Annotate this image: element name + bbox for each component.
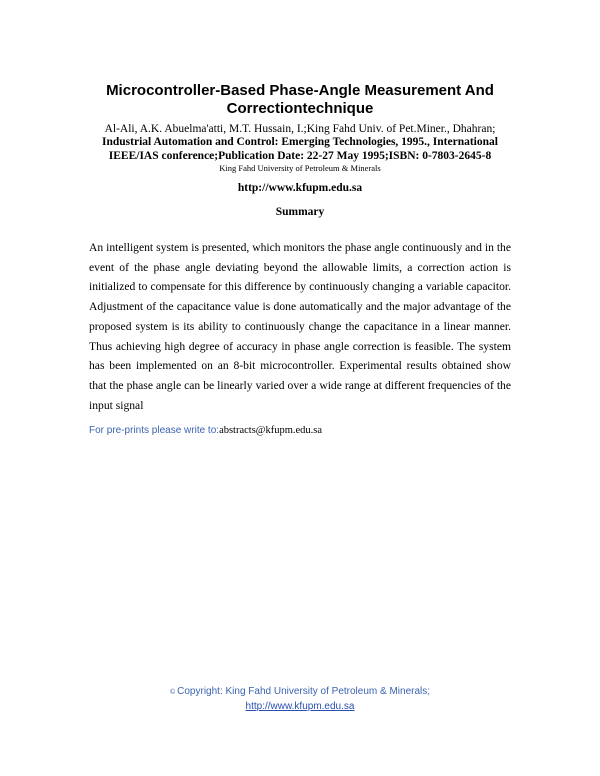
authors-line: Al-Ali, A.K. Abuelma'atti, M.T. Hussain, I.;King Fahd Univ. of Pet.Miner., Dhahran;: [104, 123, 496, 135]
copyright-line: [100, 685, 500, 700]
paper-title-line-1: Microcontroller-Based Phase-Angle Measurement And: [106, 82, 494, 99]
publication-info-line-1: Industrial Automation and Control: Emerging Technologies, 1995., International: [102, 136, 498, 148]
copyright-icon: ©: [169, 689, 176, 696]
publication-info-line-2: IEEE/IAS conference;Publication Date: 22-27 May 1995;ISBN: 0-7803-2645-8: [108, 149, 492, 162]
preprint-contact: [89, 424, 511, 438]
copyright-text: Copyright: King Fahd University of Petroleum & Minerals;: [177, 686, 431, 697]
preprint-email: abstracts@kfupm.edu.sa: [219, 425, 323, 436]
publication-info: [60, 136, 540, 163]
paper-title: [60, 82, 540, 118]
affiliation: King Fahd University of Petroleum & Minerals: [219, 163, 381, 173]
summary-heading: Summary: [275, 206, 325, 218]
preprint-label: For pre-prints please write to:: [89, 425, 220, 436]
copyright-footer: [100, 685, 500, 714]
footer-website-link[interactable]: http://www.kfupm.edu.sa: [245, 701, 355, 712]
abstract-text: An intelligent system is presented, which monitors the phase angle continuously and in the event of the phase angle deviating beyond the allowable limits, a correction action is initialized to compensate for this difference by continuously changing a variable capacitor. Adjustment of the capacitance value is done automatically and the major advantage of the proposed system is its ability to continuously change the capacitance in a linear manner. Thus achieving high degree of accuracy in phase angle correction is feasible. The system has been implemented on an 8-bit microcontroller. Experimental results obtained show that the phase angle can be linearly varied over a wide range at different frequencies of the input signal: [89, 241, 511, 412]
paper-title-line-2: Correctiontechnique: [226, 100, 374, 117]
website-url: http://www.kfupm.edu.sa: [237, 182, 363, 194]
